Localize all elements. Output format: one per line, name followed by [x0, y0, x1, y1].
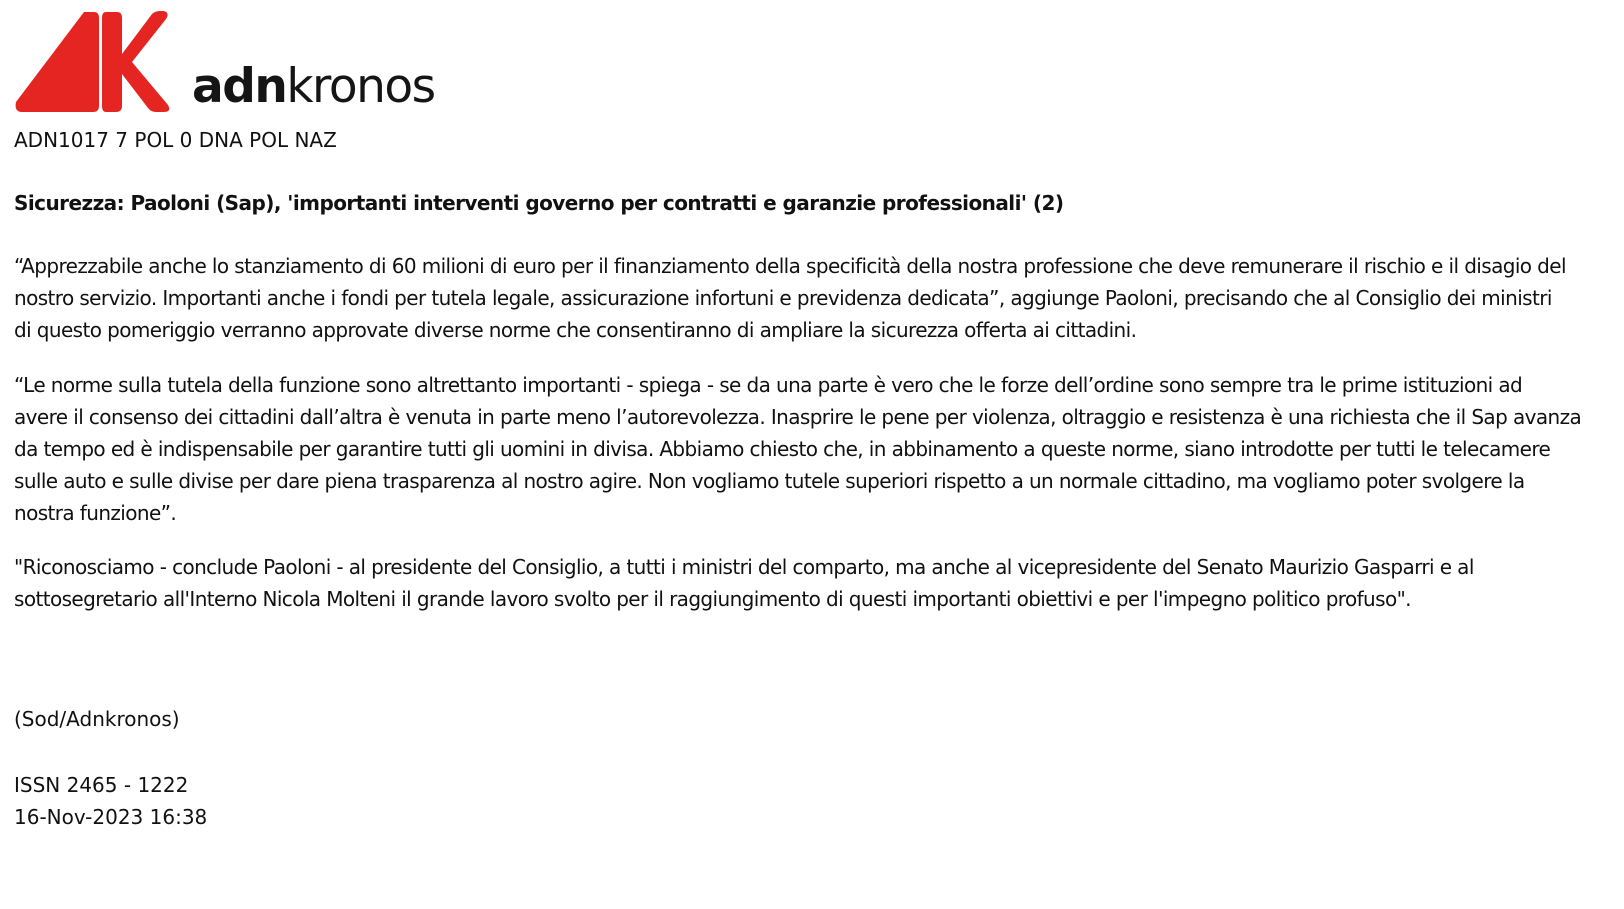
issn-number: ISSN 2465 - 1222	[14, 773, 189, 797]
paragraph-line: sottosegretario all'Interno Nicola Molteni il grande lavoro svolto per il raggiungimento di questi importanti obiettivi e per l'impegno politico profuso".	[14, 587, 1411, 611]
adnkronos-wordmark	[192, 59, 435, 114]
adnkronos-logo	[14, 10, 444, 116]
paragraph-line: “Le norme sulla tutela della funzione sono altrettanto importanti - spiega - se da una parte è vero che le forze dell’ordine sono sempre tra le prime istituzioni ad	[14, 373, 1523, 397]
article-title: Sicurezza: Paoloni (Sap), 'importanti interventi governo per contratti e garanzie professionali' (2)	[14, 191, 1064, 215]
paragraph-line: da tempo ed è indispensabile per garantire tutti gli uomini in divisa. Abbiamo chiesto che, in abbinamento a queste norme, siano introdotte per tutti le telecamere	[14, 437, 1551, 461]
dispatch-code: ADN1017 7 POL 0 DNA POL NAZ	[14, 128, 337, 152]
wordmark-adn: adn	[192, 59, 287, 114]
publication-timestamp: 16-Nov-2023 16:38	[14, 805, 208, 829]
article-signature: (Sod/Adnkronos)	[14, 707, 180, 731]
article-paragraph-1	[14, 250, 1574, 346]
article-paragraph-3	[14, 551, 1574, 615]
paragraph-line: nostro servizio. Importanti anche i fondi per tutela legale, assicurazione infortuni e previdenza dedicata”, aggiunge Paoloni, precisando che al Consiglio dei ministri	[14, 286, 1552, 310]
paragraph-line: “Apprezzabile anche lo stanziamento di 60 milioni di euro per il finanziamento della specificità della nostra professione che deve remunerare il rischio e il disagio del	[14, 254, 1566, 278]
paragraph-line: nostra funzione”.	[14, 501, 177, 525]
paragraph-line: sulle auto e sulle divise per dare piena trasparenza al nostro agire. Non vogliamo tutele superiori rispetto a un normale cittadino, ma vogliamo poter svolgere la	[14, 469, 1525, 493]
news-dispatch	[14, 10, 1614, 829]
ak-logo-mark-icon	[14, 10, 189, 116]
article-paragraph-2	[14, 369, 1582, 529]
paragraph-line: "Riconosciamo - conclude Paoloni - al presidente del Consiglio, a tutti i ministri del comparto, ma anche al vicepresidente del Senato Maurizio Gasparri e al	[14, 555, 1474, 579]
wordmark-kronos: kronos	[286, 59, 435, 114]
paragraph-line: avere il consenso dei cittadini dall’altra è venuta in parte meno l’autorevolezza. Inasprire le pene per violenza, oltraggio e resistenza è una richiesta che il Sap avanza	[14, 405, 1582, 429]
paragraph-line: di questo pomeriggio verranno approvate diverse norme che consentiranno di ampliare la sicurezza offerta ai cittadini.	[14, 318, 1137, 342]
